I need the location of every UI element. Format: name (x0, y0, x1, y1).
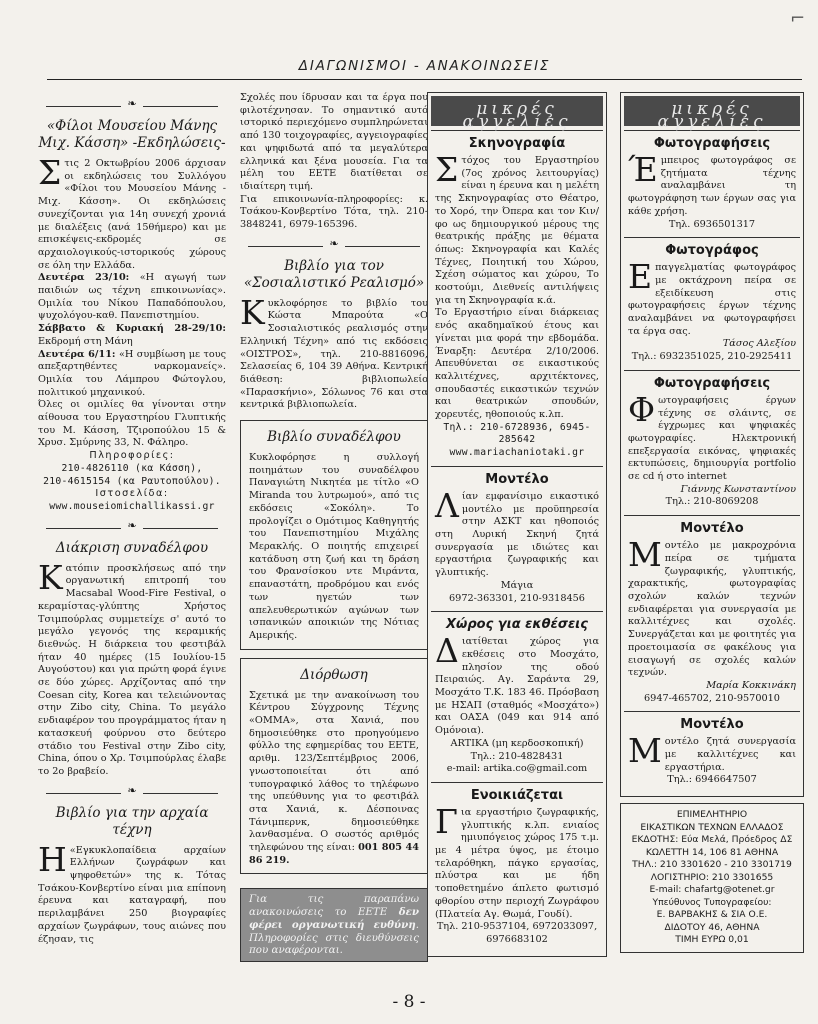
section-ornament: ❧ (38, 785, 226, 801)
colophon-line: E-mail: chafartg@otenet.gr (649, 884, 775, 896)
ad-title: Φωτογράφος (665, 243, 759, 259)
ad-website[interactable]: www.mariachaniotaki.gr (449, 447, 585, 459)
ad-body: Έμπειρος φωτογράφος σε ζητήματα τέχνης αναλαμβάνει τη φωτογράφηση των έργων σας για κάθε χρήση. (628, 150, 796, 217)
ancient-art-book-title: Βιβλίο για την αρχαία τέχνη (55, 804, 209, 838)
column-3 (427, 92, 607, 957)
ad-phone: Τηλ. 210-9537104, 6972033097, 6976683102 (436, 921, 598, 945)
colophon-line: ΕΙΚΑΣΤΙΚΩΝ ΤΕΧΝΩΝ ΕΛΛΑΔΟΣ (640, 821, 784, 833)
ad-body: Για εργαστήριο ζωγραφικής, γλυπτικής κ.λπ. ενιαίος ημιυπόγειος χώρος 175 τ.μ. με 4 μέτρα ύψος, με έτοιμο τελαρόθηκη, πάγκο εργασίας, πλύστρα και με ήδη τοποθετημένο άπλετο φωτισμό φθορίου στην περιοχή Ζωγράφου (Πλατεία Αγ. Θωμά, Γουδί). (435, 801, 599, 920)
colophon-line: ΔΙΔΟΤΟΥ 46, ΑΘΗΝΑ (664, 921, 760, 933)
ad-title: Φωτογραφήσεις (653, 375, 771, 391)
correction-body: Σχετικά με την ανακοίνωση του Κέντρου Σύγχρονης Τέχνης «ΟΜΜΑ», στα Χανιά, που δημοσιεύθηκε στο προηγούμενο φύλλο της εφημερίδας του ΕΕΤΕ, αριθμ. 123/Σεπτέμβριος 2006, γνωστοποιείται ότι από τυπογραφικό λάθος το τηλέφωνο της υπεύθυνης για το φεστιβάλ στα Χανιά, κ. Δέσποινας Τάνιμπερνκ, δημοσιεύθηκε λανθασμένα. Ο σωστός αριθμός τηλεφώνου της είναι: 001 805 44 86 219. (249, 689, 419, 866)
ad-body: Μοντέλο με μακροχρόνια πείρα σε τμήματα ζωγραφικής, γλυπτικής, χαρακτικής, φωτογραφίας σχολών καλών τεχνών ενδιαφέρεται για συνεργασία με καλλιτέχνες και σχολές. Συνεργάζεται και με φοιτητές για προετοιμασία σε φακέλους για εισαγωγή σε σχολές καλών τεχνών. (628, 535, 796, 679)
colophon (620, 803, 804, 953)
section-ornament: ❧ (38, 520, 226, 536)
ad-body: Διατίθεται χώρος για εκθέσεις στο Μοσχάτο, πλησίον της οδού Πειραιώς. Αγ. Σαράντα 29, Μοσχάτο Τ.Κ. 183 46. Πρόσβαση με ΗΣΑΠ (σταθμός «Μοσχάτο») και ΟΑΣΑ (049 και 914 από Ομόνοια). (435, 631, 599, 737)
ad-body: Επαγγελματίας φωτογράφος με οκτάχρονη πείρα σε εξειδίκευση στις φωτογραφήσεις έργων τέχνης αναλαμβάνει να φωτογραφήσει τα έργα σας. (628, 257, 796, 337)
ad-phone: Τηλ.: 210-6728936, 6945-285642 (443, 421, 591, 446)
social-realism-body: Κυκλοφόρησε το βιβλίο του Κώστα Μπαρούτα «Ο Σοσιαλιστικός ρεαλισμός στην Ελληνική Τέχνη» από τις εκδόσεις «ΟΙΣΤΡΟΣ», τηλ. 210-8816096, Σελασείας 6, 104 39 Αθήνα. Κεντρική διάθεση: βιβλιοπωλείο «Παρασκήνιο», Σόλωνος 76 και στα κεντρικά βιβλιοπωλεία. (240, 292, 428, 411)
colophon-line: ΛΟΓΙΣΤΗΡΙΟ: 210 3301655 (650, 871, 774, 883)
classified-ad (431, 130, 603, 466)
ad-title: Φωτογραφήσεις (653, 136, 771, 151)
correction-title: Διόρθωση (300, 666, 368, 683)
classified-ad (624, 515, 800, 711)
ad-contact-name: Μαρία Κοκκινάκη (706, 679, 796, 691)
section-ornament: ❧ (240, 238, 428, 254)
classified-ad (431, 466, 603, 611)
page-header: ΔΙΑΓΩΝΙΣΜΟΙ - ΑΝΑΚΟΙΝΩΣΕΙΣ (298, 58, 551, 74)
friends-site-link[interactable]: www.mouseiomichallikassi.gr (49, 500, 215, 512)
scan-mark: ⌐ (790, 8, 806, 29)
classified-ad (624, 130, 800, 237)
friends-info-label: Πληροφορίες: (89, 450, 175, 462)
colophon-line: ΤΙΜΗ ΕΥΡΩ 0,01 (675, 934, 749, 946)
social-realism-title: Βιβλίο για τον «Σοσιαλιστικό Ρεαλισμό» (243, 257, 425, 291)
ad-title: Μοντέλο (485, 471, 549, 487)
friends-event-2: Σάββατο & Κυριακή 28-29/10: Εκδρομή στη Μάνη (38, 323, 226, 347)
friends-museum-intro: Στις 2 Οκτωβρίου 2006 άρχισαν οι εκδηλώσεις του Συλλόγου «Φίλοι του Μουσείου Μάνης - Μιχ. Κάσση». Οι εκδηλώσεις συνεχίζονται για 14η συνεχή χρονιά με διαλέξεις (ανά 15θήμερο) και με επισκέψεις-εκδρομές σε αρχαιολογικούς-ιστορικούς χώρους σε όλη την Ελλάδα. (38, 153, 226, 271)
colophon-line: ΕΠΙΜΕΛΗΤΗΡΙΟ (676, 809, 748, 821)
classified-ad (431, 782, 603, 953)
friends-phone-2: 210-4615154 (κα Ραυτοπούλου). (43, 475, 221, 487)
ad-body: Μοντέλο ζητά συνεργασία με καλλιτέχνες και εργαστήρια. (628, 731, 796, 773)
ad-phone: Τηλ.: 6932351025, 210-2925411 (631, 351, 793, 363)
ad-body: Το Εργαστήριο είναι διάρκειας ενός ακαδημαϊκού έτους και γίνεται μια φορά την εβδομάδα. Έναρξη: Δευτέρα 2/10/2006. Απευθύνεται σε εικαστικούς καλλιτέχνες, αρχιτέκτονες, σπουδαστές εικαστικών τεχνών και θεατρικών σπουδών, χορευτές, ηθοποιούς κ.λπ. (435, 307, 599, 421)
ancient-art-book-continued: Σχολές που ίδρυσαν και τα έργα που φιλοτέχνησαν. Το σημαντικό αυτό ιστορικό περιεχόμενο συμπληρώνεται από 130 τοιχογραφίες, αγγειογραφίες και ψηφιδωτά από τα μεγαλύτερα ελληνικά και ξένα μουσεία. Για τα μέλη του ΕΕΤΕ διατίθεται σε ιδιαίτερη τιμή. (240, 92, 428, 192)
friends-venue: Όλες οι ομιλίες θα γίνονται στην αίθουσα του Εργαστηρίου Γλυπτικής του Μ. Κάσση, Τζιροπούλου 15 & Χρυσ. Σμύρνης 33, Ν. Φάληρο. (38, 399, 226, 449)
ad-phone: 6972-363301, 210-9318456 (449, 592, 585, 604)
ad-title: Μοντέλο (680, 717, 744, 733)
ad-contact-name: Τάσος Αλεξίου (722, 338, 796, 350)
colophon-line: Υπεύθυνος Τυπογραφείου: (652, 896, 772, 908)
classified-ad (624, 711, 800, 793)
ad-body: Λίαν εμφανίσιμο εικαστικό μοντέλο με προϋπηρεσία στην ΑΣΚΤ και ηθοποιός στη Λυρική Σκηνή ζητά συνεργασία με ιδιώτες και εργαστήρια ζωγραφικής και γλυπτικής. (435, 485, 599, 579)
award-title: Διάκριση συναδέλφου (55, 539, 209, 556)
ad-phone: Τηλ.: 210-4828431 (470, 750, 564, 762)
colleague-book-body: Κυκλοφόρησε η συλλογή ποιημάτων του συναδέλφου Παναγιώτη Νικητέα με τίτλο «Ο Miranda του λυτρωμού», από τις εκδόσεις «Σοκόλη». Το προλογίζει ο Ομότιμος Καθηγητής του Πανεπιστημίου Μιχάλης Μερακλής. Ο ποιητής επιχειρεί κατάδυση στη ζωή και τη δράση του Φρανσίσκου ντε Μιράντα, επαναστάτη, προδρόμου και ενός των ηγετών των απελευθερωτικών αγώνων των ισπανικών αποικιών της Νότιας Αμερικής. (249, 452, 419, 641)
award-body: Κατόπιν προσκλήσεως από την οργανωτική επιτροπή του Macsabal Wood-Fire Festival, ο κεραμίστας-γλύπτης Χρήστος Τσιμπούρλας συμμετείχε σ' αυτό το μεγάλο γεγονός της κεραμικής διεθνώς. Η διάρκεια του φεστιβάλ ήταν 40 ημέρες (15 Ιουλίου-15 Αυγούστου) και για πρώτη φορά έγινε σε δύο χώρες. Αρχίζοντας από την Coesan city, Korea και τελειώνοντας στην Zibo city, China. Το μεγάλο ενδιαφέρον του προγράμματος ήταν η κατασκευή φούρνου στο δεύτερο στάδιο του Festival στην Zibo city, China, όπου ο Χρ. Τσιμπούρλας έλαβε το 2ο βραβείο. (38, 557, 226, 777)
ad-title: Χώρος για εκθέσεις (446, 617, 588, 633)
friends-event-1: Δευτέρα 23/10: «Η αγωγή των παιδιών ως τέχνη επικοινωνίας». Ομιλία του Νίκου Παπαδόπουλου, ψυχολόγου-καθ. Πανεπιστημίου. (38, 272, 226, 322)
section-ornament: ❧ (38, 98, 226, 114)
header-rule (47, 79, 802, 80)
colophon-line: Ε. ΒΑΡΒΑΚΗΣ & ΣΙΑ Ο.Ε. (656, 909, 768, 921)
column-4 (620, 92, 804, 953)
classified-ad (431, 611, 603, 782)
ad-title: Ενοικιάζεται (470, 787, 564, 803)
disclaimer-box (240, 888, 428, 962)
friends-site-label: Ιστοσελίδα: (95, 488, 169, 500)
column-2 (240, 92, 428, 962)
ad-title: Σκηνογραφία (468, 136, 566, 151)
ancient-art-book-contact: Για επικοινωνία-πληροφορίες: κ. Τσάκου-Κονβερτίνο Τότα, τηλ. 210-3848241, 6979-165396. (240, 193, 428, 231)
disclaimer-text: Για τις παραπάνω ανακοινώσεις το ΕΕΤΕ δεν φέρει οργανωτική ευθύνη. Πληροφορίες στις διευθύνσεις που αναφέρονται. (249, 893, 419, 957)
ad-body: Στόχος του Εργαστηρίου (7ος χρόνος λειτουργίας) είναι η έρευνα και η μελέτη της Σκηνογραφίας στο Θέατρο, το Χορό, την Όπερα και τον Κιν/φο ως δημιουργικού μέρους της θεατρικής πράξης με θέματα όπως: Σκηνογραφία και Καλές Τέχνες, Ποιητική του Χώρου, Σχέση σώματος και χώρου, Το κοστούμι, Διεθνείς αντιλήψεις για τη Σκηνογραφία κ.ά. (435, 150, 599, 306)
ad-contact-name: Μάγια (500, 579, 534, 591)
friends-phone-1: 210-4826110 (κα Κάσση), (61, 462, 203, 474)
classifieds-frame-1 (427, 92, 607, 957)
classified-ad (624, 237, 800, 370)
colophon-line: ΚΩΛΕΤΤΗ 14, 106 81 ΑΘΗΝΑ (645, 846, 779, 858)
ad-title: Μοντέλο (680, 521, 744, 537)
column-1 (38, 92, 226, 946)
colleague-book-title: Βιβλίο συναδέλφου (267, 429, 401, 446)
colophon-line: ΕΚΔΟΤΗΣ: Εύα Μελά, Πρόεδρος ΔΣ (631, 834, 793, 846)
friends-museum-title: «Φίλοι Μουσείου Μάνης Μιχ. Κάσση» -Εκδηλώσεις- (38, 118, 226, 151)
ad-phone: Τηλ. 6936501317 (668, 218, 756, 230)
ad-phone: 6947-465702, 210-9570010 (644, 692, 780, 704)
classifieds-banner: μικρές αγγελίες (624, 96, 800, 126)
ad-body: Φωτογραφήσεις έργων τέχνης σε σλάιντς, σε έγχρωμες και ψηφιακές φωτογραφίες. Ηλεκτρονική επεξεργασία εικόνας, ψηφιακές εκτυπώσεις, δημιουργία portfolio σε cd ή στο internet (628, 389, 796, 483)
friends-event-3: Δευτέρα 6/11: «Η συμβίωση με τους απεξαρτηθέντες ναρκομανείς». Ομιλία του Λάμπρου Φώτογλου, πολιτικού μηχανικού. (38, 348, 227, 398)
ad-email[interactable]: e-mail: artika.co@gmail.com (446, 763, 588, 775)
page-number: - 8 - (392, 992, 426, 1012)
ad-phone: Τηλ.: 210-8069208 (665, 496, 759, 508)
classified-ad (624, 370, 800, 515)
ad-contact-name: ARTIKA (μη κερδοσκοπική) (450, 737, 584, 749)
ancient-art-book-body: Η «Εγκυκλοπαίδεια αρχαίων Ελλήνων ζωγράφων και ψηφοθετών» της κ. Τότας Τσάκου-Κονβερτίνο είναι μια επίπονη έρευνα και καταγραφή, που περιλαμβάνει 250 βιογραφίες αρχαίων ζωγράφων, τους αιώνες που έζησαν, τις (38, 839, 226, 945)
classifieds-banner: μικρές αγγελίες (431, 96, 603, 126)
ad-phone: Τηλ.: 6946647507 (667, 774, 757, 786)
ad-contact-name: Γιάννης Κωνσταντίνου (680, 483, 796, 495)
classifieds-frame-2 (620, 92, 804, 797)
correction-box (240, 658, 428, 875)
colophon-line: ΤΗΛ.: 210 3301620 - 210 3301719 (632, 859, 792, 871)
colleague-book-box (240, 420, 428, 650)
